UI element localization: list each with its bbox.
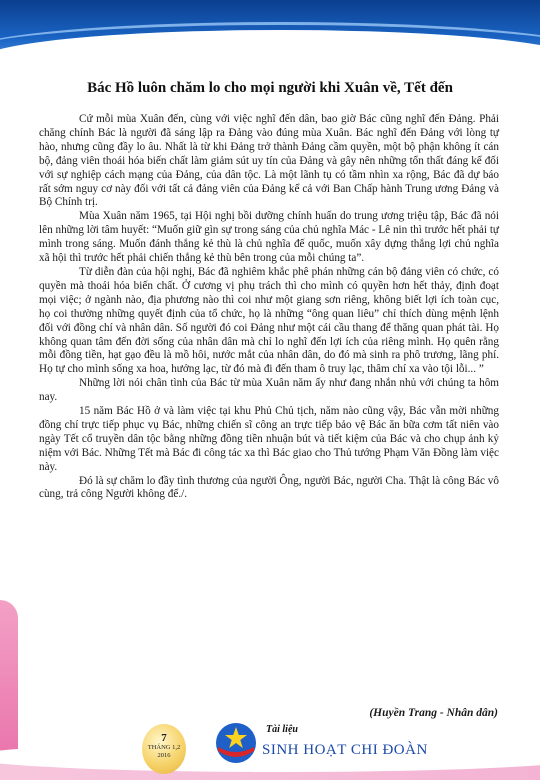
paragraph: Cứ mỗi mùa Xuân đến, cùng với việc nghĩ đến dân, bao giờ Bác cũng nghĩ đến Đảng. Phải chăng chính Bác là người đã sáng lập ra Đảng vào đúng mùa Xuân. Bác nghĩ đến Đảng với lòng tự hào, nhưng cũng đầy lo âu. Nhất là từ khi Đảng trở thành Đảng cầm quyền, một bộ phận không ít cán bộ, đảng viên thoái hóa biến chất làm giảm sút uy tín của Đảng và gây nên những tổn thất đáng kể đối với sự nghiệp cách mạng của Đảng, của dân tộc. Là một lãnh tụ có tầm nhìn xa rộng, Bác đã dự báo rất sớm nguy cơ này đối với tất cả đảng viên của Đảng kể cả với Ban Chấp hành Trung ương Đảng và Bộ Chính trị. bbox=[39, 113, 499, 209]
article-body bbox=[39, 113, 499, 502]
article-title: Bác Hồ luôn chăm lo cho mọi người khi Xuân về, Tết đến bbox=[87, 80, 453, 96]
issue-year: 2016 bbox=[157, 752, 171, 759]
article-author: (Huyền Trang - Nhân dân) bbox=[369, 707, 498, 719]
page-badge bbox=[142, 724, 186, 774]
paragraph: 15 năm Bác Hồ ở và làm việc tại khu Phủ Chủ tịch, năm nào cũng vậy, Bác vẫn mời những đồng chí trực tiếp phục vụ Bác, những chiến sĩ công an trực tiếp bảo vệ Bác ăn bữa cơm tất niên vào ngày Tết cổ truyền dân tộc bằng những đồng tiền nhuận bút và tiết kiệm của Bác và cho chụp ảnh kỷ niệm với Bác. Những Tết mà Bác đi công tác xa thì Bác giao cho Thủ tướng Phạm Văn Đồng làm việc này. bbox=[39, 405, 499, 473]
paragraph: Những lời nói chân tình của Bác từ mùa Xuân năm ấy như đang nhắn nhủ với chúng ta hôm nay. bbox=[39, 377, 499, 404]
paragraph: Đó là sự chăm lo đầy tình thương của người Ông, người Bác, người Cha. Thật là công Bác vô cùng, trả công Người không để./. bbox=[39, 474, 499, 501]
youth-union-emblem-icon bbox=[214, 721, 258, 765]
issue-month: THÁNG 1,2 bbox=[147, 744, 181, 751]
section-label: TRUYỀN THỐNG bbox=[221, 32, 319, 46]
magazine-subtitle: Tài liệu bbox=[266, 724, 298, 735]
paragraph: Mùa Xuân năm 1965, tại Hội nghị bồi dưỡng chính huấn do trung ương triệu tập, Bác đã nói lên những lời tâm huyết: “Muốn giữ gìn sự trong sáng của chủ nghĩa Mác - Lê nin thì trước hết phải tự mình trong sáng. Muốn đánh thắng kẻ thù là chủ nghĩa đế quốc, muốn xây dựng thắng lợi chủ nghĩa xã hội thì trước hết phải chiến thắng kẻ thù bên trong của mỗi chúng ta”. bbox=[39, 210, 499, 265]
magazine-title: SINH HOẠT CHI ĐOÀN bbox=[262, 742, 428, 758]
paragraph: Từ diễn đàn của hội nghị, Bác đã nghiêm khắc phê phán những cán bộ đảng viên có chức, có quyền mà thoái hóa biến chất. Ở cương vị phụ trách thì cho mình có quyền hơn hết thảy, định đoạt mọi việc; ở ngành nào, địa phương nào thì coi như một giang sơn riêng, không biết lợi ích toàn cục, họ coi thường những quyết định của tổ chức, họ là những “ông quan liêu” chỉ thích dùng mệnh lệnh đối với đồng chí và nhân dân. Số người đó coi Đảng như một cái cầu thang để thăng quan phát tài. Họ không quan tâm đến đời sống của nhân dân mà chỉ lo nghĩ đến lợi ích của riêng mình. Họ quên rằng mỗi đồng tiền, hạt gạo đều là mồ hôi, nước mắt của nhân dân, do đó mà sinh ra phô trương, lãng phí. Họ tự cho mình sống xa hoa, hưởng lạc, từ đó mà đi đến tham ô truy lạc, thâm chí xa vào tội lỗi... ” bbox=[39, 265, 499, 376]
page-number: 7 bbox=[161, 732, 167, 744]
